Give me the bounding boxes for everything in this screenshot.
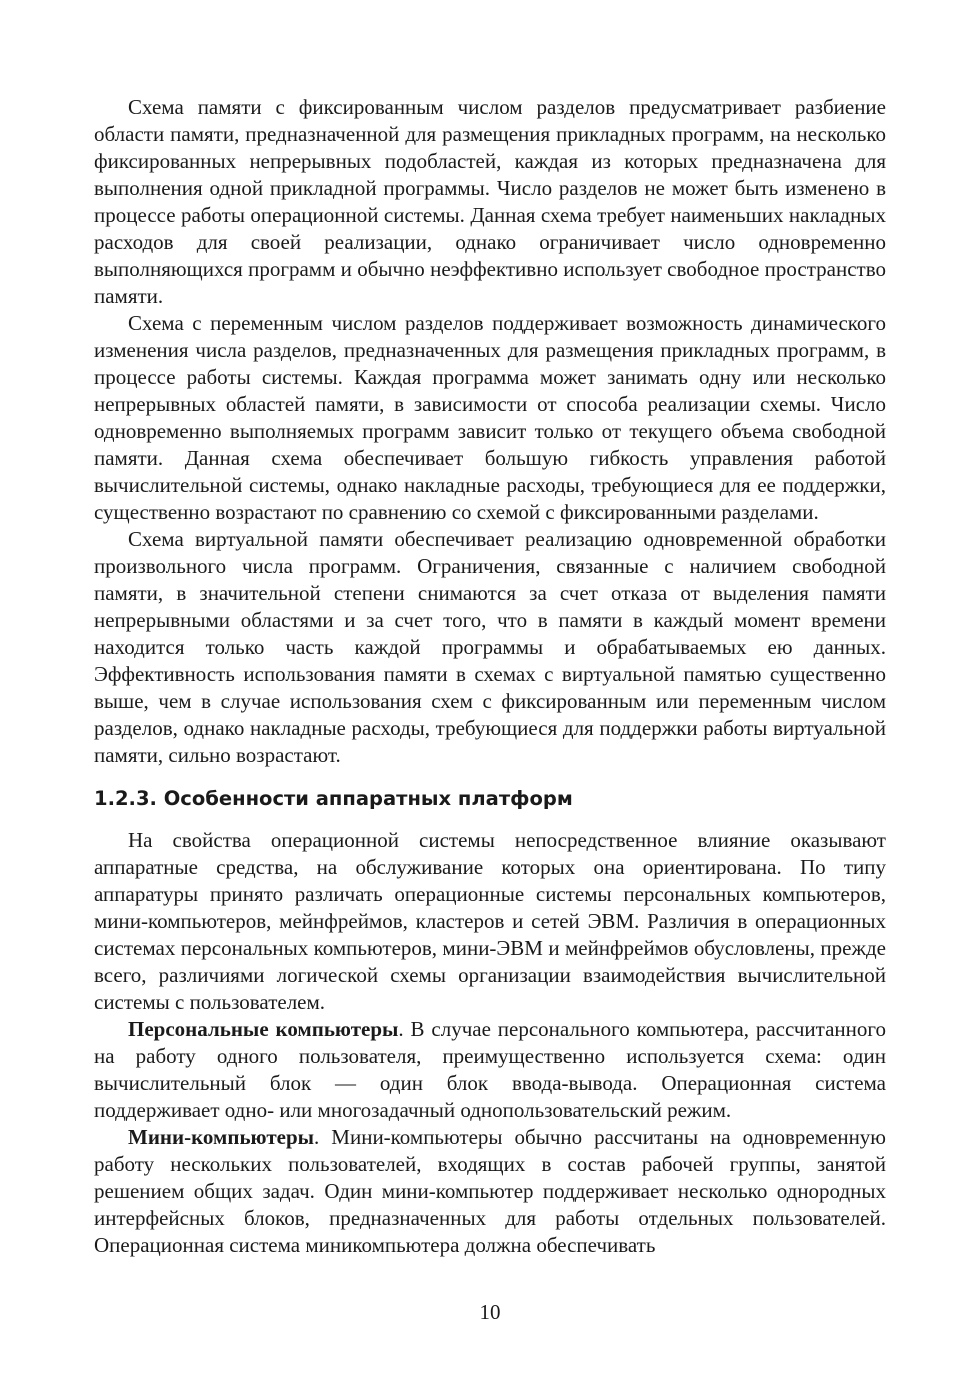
paragraph-variable-partitions: Схема с переменным числом разделов поддерживает возможность динамического изменения числа разделов, предназначенных для размещения прикладных программ, в процессе работы системы. Каждая программа может занимать одну или несколько непрерывных областей памяти, в зависимости от способа реализации схемы. Число одновременно выполняемых программ зависит только от текущего объема свободной памяти. Данная схема обеспечивает большую гибкость управления работой вычислительной системы, однако накладные расходы, требующиеся для ее поддержки, существенно возрастают по сравнению со схемой с фиксированными разделами. xyxy=(94,311,886,524)
personal-computers-text: . В случае персонального компьютера, рассчитанного на работу одного пользователя, преимущественно используется схема: один вычислительный блок — один блок ввода-вывода. Операционная система поддерживает одно- или многозадачный однопользовательский режим. xyxy=(94,1017,886,1122)
paragraph-virtual-memory: Схема виртуальной памяти обеспечивает реализацию одновременной обработки произвольного числа программ. Ограничения, связанные с наличием свободной памяти, в значительной степени снимаются за счет отказа от выделения памяти непрерывными областями и за счет того, что в памяти в каждый момент времени находится только часть каждой программы и обрабатываемых ею данных. Эффективность использования памяти в схемах с виртуальной памятью существенно выше, чем в случае использования схем с фиксированным или переменным числом разделов, однако накладные расходы, требующиеся для поддержки работы виртуальной памяти, сильно возрастают. xyxy=(94,527,886,767)
term-personal-computers: Персональные компьютеры xyxy=(128,1017,399,1041)
paragraph-fixed-partitions: Схема памяти с фиксированным числом разделов предусматривает разбиение области памяти, предназначенной для размещения прикладных программ, на несколько фиксированных непрерывных подобластей, каждая из которых предназначена для выполнения одной прикладной программы. Число разделов не может быть изменено в процессе работы операционной системы. Данная схема требует наименьших накладных расходов для своей реализации, однако ограничивает число одновременно выполняющихся программ и обычно неэффективно использует свободное пространство памяти. xyxy=(94,95,886,308)
section-title: Особенности аппаратных платформ xyxy=(163,787,573,810)
paragraph-hardware-intro: На свойства операционной системы непосредственное влияние оказывают аппаратные средства, на обслуживание которых она ориентирована. По типу аппаратуры принято различать операционные системы персональных компьютеров, мини-компьютеров, мейнфреймов, кластеров и сетей ЭВМ. Различия в операционных системах персональных компьютеров, мини-ЭВМ и мейнфреймов обусловлены, прежде всего, различиями логической схемы организации взаимодействия вычислительной системы с пользователем. xyxy=(94,828,886,1014)
paragraph-mini-computers xyxy=(94,1124,886,1259)
section-heading xyxy=(94,785,886,813)
page-number: 10 xyxy=(479,1300,501,1324)
paragraph-personal-computers xyxy=(94,1016,886,1124)
section-number: 1.2.3. xyxy=(94,787,157,810)
term-mini-computers: Мини-компьютеры xyxy=(128,1125,315,1149)
mini-computers-text: . Мини-компьютеры обычно рассчитаны на одновременную работу нескольких пользователей, входящих в состав рабочей группы, занятой решением общих задач. Один мини-компьютер поддерживает несколько однородных интерфейсных блоков, предназначенных для работы отдельных пользователей. Операционная система миникомпьютера должна обеспечивать xyxy=(94,1125,886,1257)
page-body xyxy=(94,94,886,1259)
